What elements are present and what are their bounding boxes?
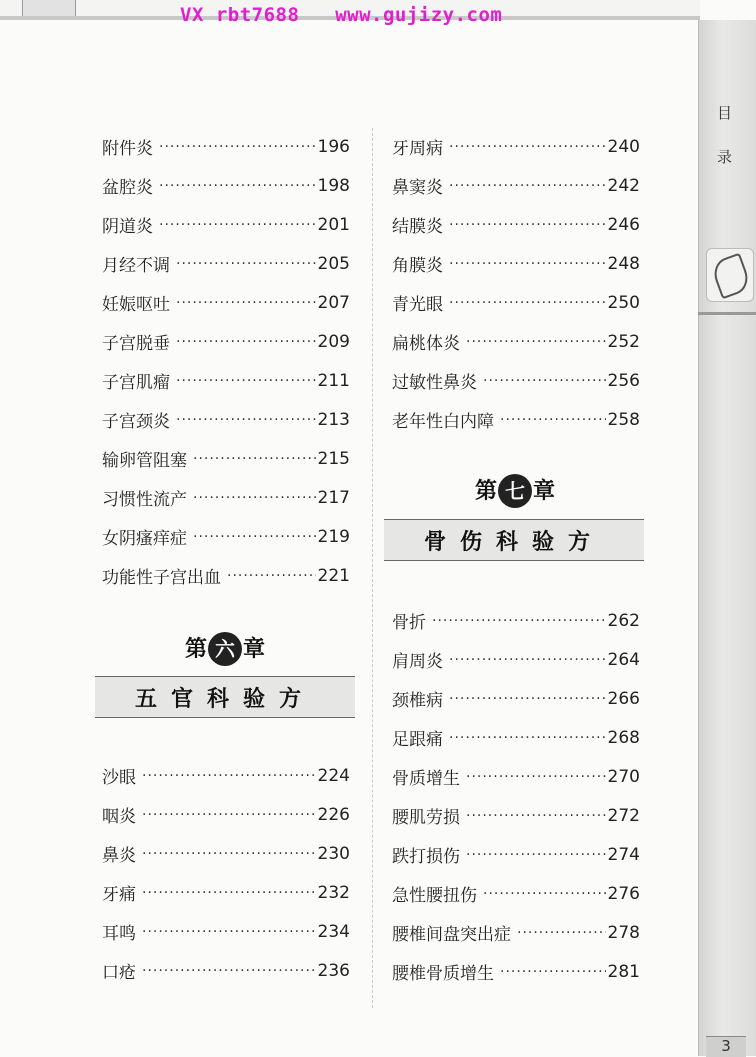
toc-entry-page: 236 (317, 960, 350, 981)
toc-entry (102, 912, 350, 951)
toc-leader-dots (142, 768, 316, 784)
toc-entry (392, 244, 640, 283)
toc-entry (102, 244, 350, 283)
toc-entry-page: 215 (317, 448, 350, 469)
toc-entry-page: 226 (317, 804, 350, 825)
toc-entry (392, 640, 640, 679)
toc-entry (102, 951, 350, 990)
toc-entry-title: 功能性子宫出血 (102, 568, 221, 588)
toc-leader-dots (466, 808, 606, 824)
toc-leader-dots (500, 964, 606, 980)
toc-entry-page: 201 (317, 214, 350, 235)
chapter-prefix: 第 (474, 478, 497, 504)
toc-leader-dots (466, 769, 606, 785)
toc-entry (102, 283, 350, 322)
toc-entry-title: 结膜炎 (392, 217, 443, 237)
toc-entry-title: 妊娠呕吐 (102, 295, 170, 315)
toc-leader-dots (483, 886, 606, 902)
toc-entry (392, 361, 640, 400)
toc-entry-title: 足跟痛 (392, 730, 443, 750)
chapter-number: 六 (208, 632, 242, 666)
toc-entry-title: 骨质增生 (392, 769, 460, 789)
toc-entry-page: 207 (317, 292, 350, 313)
toc-entry (102, 517, 350, 556)
toc-leader-dots (176, 334, 316, 350)
toc-leader-dots (176, 256, 316, 272)
toc-entry (392, 718, 640, 757)
toc-entry-title: 鼻炎 (102, 846, 136, 866)
toc-leader-dots (483, 373, 606, 389)
leaf-icon (706, 248, 754, 302)
toc-entry (102, 873, 350, 912)
toc-leader-dots (142, 885, 316, 901)
toc-entry-page: 221 (317, 565, 350, 586)
toc-entry-page: 262 (607, 610, 640, 631)
toc-entry-title: 跌打损伤 (392, 847, 460, 867)
toc-entry-title: 月经不调 (102, 256, 170, 276)
toc-entry (102, 400, 350, 439)
toc-entry-title: 牙周病 (392, 139, 443, 159)
toc-leader-dots (449, 691, 606, 707)
toc-leader-dots (449, 295, 606, 311)
toc-entry (102, 361, 350, 400)
toc-entry (392, 601, 640, 640)
toc-entry-title: 附件炎 (102, 139, 153, 159)
toc-entry-title: 沙眼 (102, 768, 136, 788)
toc-leader-dots (142, 963, 316, 979)
toc-entry-page: 198 (317, 175, 350, 196)
toc-entry-page: 224 (317, 765, 350, 786)
toc-leader-dots (193, 451, 316, 467)
toc-entry-title: 牙痛 (102, 885, 136, 905)
toc-leader-dots (159, 217, 316, 233)
toc-entry-page: 230 (317, 843, 350, 864)
toc-entry-title: 输卵管阻塞 (102, 451, 187, 471)
chapter-title: 骨伤科验方 (384, 519, 644, 561)
toc-entry-title: 颈椎病 (392, 691, 443, 711)
toc-entry-title: 盆腔炎 (102, 178, 153, 198)
toc-entry (102, 478, 350, 517)
toc-entry-page: 246 (607, 214, 640, 235)
toc-entry-title: 扁桃体炎 (392, 334, 460, 354)
toc-entry-title: 过敏性鼻炎 (392, 373, 477, 393)
toc-entry (392, 874, 640, 913)
toc-leader-dots (193, 490, 316, 506)
toc-entry-page: 240 (607, 136, 640, 157)
toc-leader-dots (176, 412, 316, 428)
toc-entry (392, 400, 640, 439)
toc-entry (392, 952, 640, 991)
toc-entry-page: 209 (317, 331, 350, 352)
toc-entry-title: 咽炎 (102, 807, 136, 827)
toc-entry (102, 556, 350, 595)
toc-entry (102, 205, 350, 244)
toc-entry-page: 268 (607, 727, 640, 748)
toc-entry-title: 角膜炎 (392, 256, 443, 276)
chapter-suffix: 章 (533, 478, 556, 504)
toc-entry (392, 835, 640, 874)
toc-leader-dots (227, 568, 316, 584)
toc-entry-page: 272 (607, 805, 640, 826)
column-divider (372, 128, 373, 1008)
toc-entry-title: 腰椎间盘突出症 (392, 925, 511, 945)
side-divider (698, 312, 756, 315)
toc-entry-page: 196 (317, 136, 350, 157)
toc-entry-page: 250 (607, 292, 640, 313)
toc-entry-page: 232 (317, 882, 350, 903)
toc-leader-dots (500, 412, 606, 428)
chapter-suffix: 章 (243, 636, 266, 662)
toc-entry (102, 166, 350, 205)
toc-entry (102, 127, 350, 166)
toc-entry (392, 796, 640, 835)
toc-leader-dots (432, 613, 606, 629)
toc-leader-dots (159, 139, 316, 155)
toc-entry-title: 老年性白内障 (392, 412, 494, 432)
toc-entry (392, 322, 640, 361)
toc-entry-page: 278 (607, 922, 640, 943)
toc-entry-title: 阴道炎 (102, 217, 153, 237)
toc-entry-title: 腰肌劳损 (392, 808, 460, 828)
toc-entry (102, 439, 350, 478)
watermark: VX rbt7688 www.gujizy.com (180, 4, 503, 26)
toc-list-left (102, 127, 350, 595)
toc-entry (392, 166, 640, 205)
toc-entry (392, 205, 640, 244)
toc-leader-dots (517, 925, 606, 941)
toc-entry (102, 795, 350, 834)
toc-entry-title: 口疮 (102, 963, 136, 983)
toc-entry-page: 270 (607, 766, 640, 787)
toc-entry-title: 耳鸣 (102, 924, 136, 944)
toc-entry-page: 217 (317, 487, 350, 508)
toc-entry (392, 757, 640, 796)
toc-entry-page: 274 (607, 844, 640, 865)
toc-entry-page: 281 (607, 961, 640, 982)
toc-entry-page: 258 (607, 409, 640, 430)
toc-entry-title: 子宫颈炎 (102, 412, 170, 432)
toc-entry-page: 219 (317, 526, 350, 547)
toc-entry (392, 913, 640, 952)
toc-entry-page: 252 (607, 331, 640, 352)
toc-leader-dots (142, 846, 316, 862)
toc-leader-dots (193, 529, 316, 545)
toc-entry-page: 211 (317, 370, 350, 391)
toc-entry (392, 127, 640, 166)
toc-entry-page: 256 (607, 370, 640, 391)
chapter-badge (440, 474, 590, 508)
toc-leader-dots (159, 178, 316, 194)
toc-entry-title: 骨折 (392, 613, 426, 633)
toc-entry-page: 242 (607, 175, 640, 196)
chapter-badge (150, 632, 300, 666)
side-tab-label: 录 (717, 148, 733, 166)
toc-entry-page: 276 (607, 883, 640, 904)
toc-leader-dots (449, 139, 606, 155)
toc-leader-dots (449, 652, 606, 668)
toc-leader-dots (176, 373, 316, 389)
side-tab (698, 20, 756, 1056)
toc-entry-title: 习惯性流产 (102, 490, 187, 510)
toc-leader-dots (466, 847, 606, 863)
chapter-title: 五官科验方 (95, 676, 355, 718)
toc-entry-title: 女阴瘙痒症 (102, 529, 187, 549)
toc-entry (102, 834, 350, 873)
toc-entry-title: 子宫肌瘤 (102, 373, 170, 393)
toc-list-right (392, 127, 640, 439)
chapter-prefix: 第 (184, 636, 207, 662)
toc-entry-page: 205 (317, 253, 350, 274)
toc-leader-dots (449, 217, 606, 233)
toc-list-chapter6 (102, 756, 350, 990)
top-bar-tab (22, 0, 76, 16)
toc-leader-dots (142, 807, 316, 823)
toc-entry-page: 213 (317, 409, 350, 430)
toc-entry-title: 子宫脱垂 (102, 334, 170, 354)
toc-entry (102, 756, 350, 795)
toc-entry-page: 234 (317, 921, 350, 942)
toc-leader-dots (466, 334, 606, 350)
toc-entry-title: 青光眼 (392, 295, 443, 315)
chapter-number: 七 (498, 474, 532, 508)
toc-entry-title: 急性腰扭伤 (392, 886, 477, 906)
toc-leader-dots (176, 295, 316, 311)
toc-entry-page: 266 (607, 688, 640, 709)
page-number: 3 (706, 1036, 746, 1057)
toc-entry-page: 264 (607, 649, 640, 670)
toc-entry (392, 679, 640, 718)
toc-entry-title: 肩周炎 (392, 652, 443, 672)
toc-entry-page: 248 (607, 253, 640, 274)
toc-entry-title: 鼻窦炎 (392, 178, 443, 198)
toc-leader-dots (142, 924, 316, 940)
toc-leader-dots (449, 730, 606, 746)
side-tab-label: 目 (717, 104, 733, 122)
toc-list-chapter7 (392, 601, 640, 991)
toc-leader-dots (449, 256, 606, 272)
toc-entry (392, 283, 640, 322)
toc-entry (102, 322, 350, 361)
toc-leader-dots (449, 178, 606, 194)
toc-entry-title: 腰椎骨质增生 (392, 964, 494, 984)
